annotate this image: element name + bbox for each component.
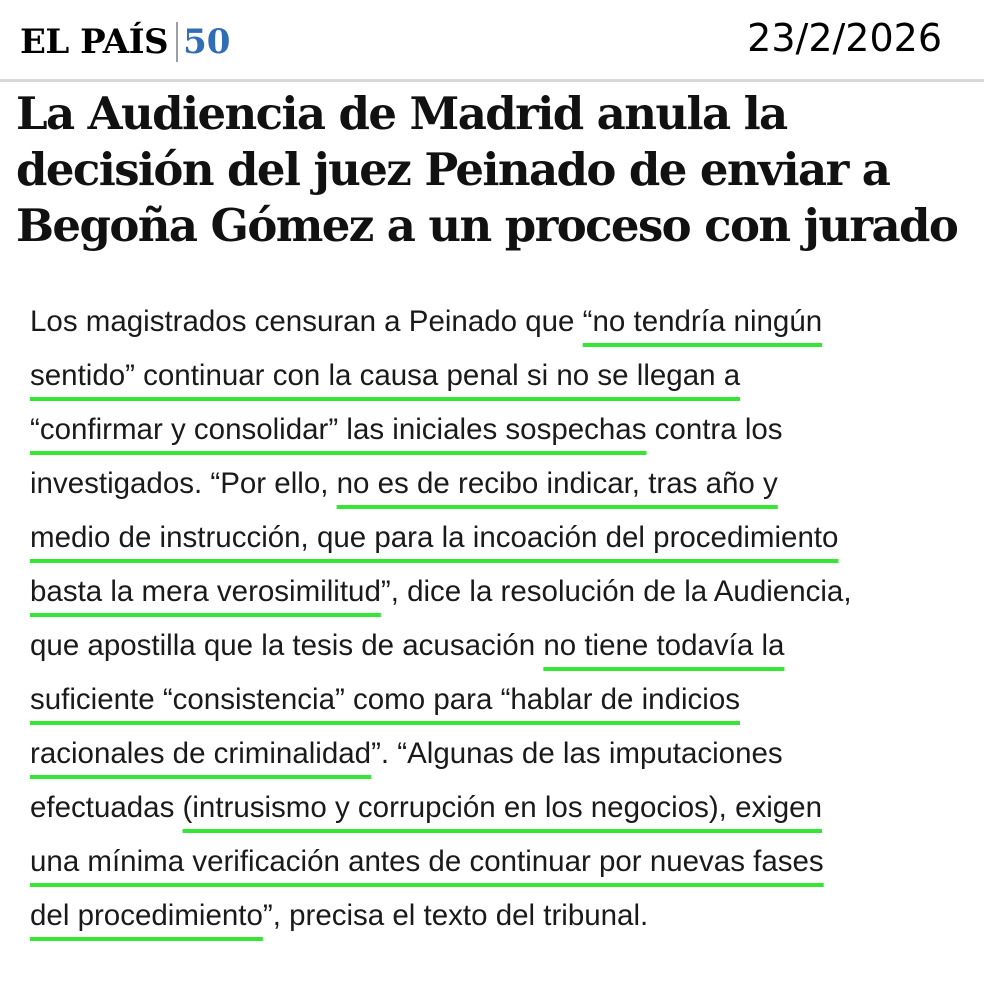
- body-text-segment: ”. “Algunas de las imputaciones: [371, 737, 783, 770]
- highlighted-text: “confirmar y consolidar” las iniciales sospechas: [30, 413, 647, 446]
- date-label: 23/2/2026: [747, 16, 942, 60]
- highlighted-text: basta la mera verosimilitud: [30, 575, 381, 608]
- article-body: [30, 298, 980, 946]
- el-pais-logo[interactable]: [20, 18, 230, 66]
- highlighted-text: no tiene todavía la: [543, 629, 785, 662]
- highlighted-text: del procedimiento: [30, 899, 263, 932]
- body-line: [30, 298, 980, 352]
- body-text-segment: ”, precisa el texto del tribunal.: [262, 899, 649, 932]
- body-line: [30, 352, 980, 406]
- body-line: [30, 514, 980, 568]
- highlighted-text: medio de instrucción, que para la incoación del procedimiento: [30, 521, 839, 554]
- body-line: [30, 568, 980, 622]
- body-text-segment: contra los: [646, 413, 783, 446]
- body-line: [30, 406, 980, 460]
- body-text-segment: Los magistrados censuran a Peinado que: [30, 305, 583, 338]
- highlighted-text: no es de recibo indicar, tras año y: [336, 467, 778, 500]
- highlighted-text: (intrusismo y corrupción en los negocios), exigen: [182, 791, 822, 824]
- body-line: [30, 784, 980, 838]
- body-line: [30, 622, 980, 676]
- body-text-segment: ”, dice la resolución de la Audiencia,: [380, 575, 852, 608]
- header-divider: [0, 79, 984, 82]
- logo-anniversary-number: 50: [183, 22, 231, 62]
- logo-divider: [176, 22, 178, 62]
- highlighted-text: “no tendría ningún: [582, 305, 823, 338]
- highlighted-text: una mínima verificación antes de continuar por nuevas fases: [30, 845, 824, 878]
- body-text-segment: que apostilla que la tesis de acusación: [30, 629, 544, 662]
- body-line: [30, 676, 980, 730]
- logo-wordmark: EL PAÍS: [20, 22, 169, 62]
- highlighted-text: racionales de criminalidad: [30, 737, 372, 770]
- highlighted-text: sentido” continuar con la causa penal si no se llegan a: [30, 359, 741, 392]
- body-text-segment: efectuadas: [30, 791, 183, 824]
- body-line: [30, 730, 980, 784]
- body-line: [30, 892, 980, 946]
- body-line: [30, 460, 980, 514]
- body-text-segment: investigados. “Por ello,: [30, 467, 337, 500]
- highlighted-text: suficiente “consistencia” como para “hablar de indicios: [30, 683, 740, 716]
- header: [0, 0, 984, 80]
- article-headline: La Audiencia de Madrid anula la decisión del juez Peinado de enviar a Begoña Gómez a un proceso con jurado: [16, 87, 958, 252]
- body-line: [30, 838, 980, 892]
